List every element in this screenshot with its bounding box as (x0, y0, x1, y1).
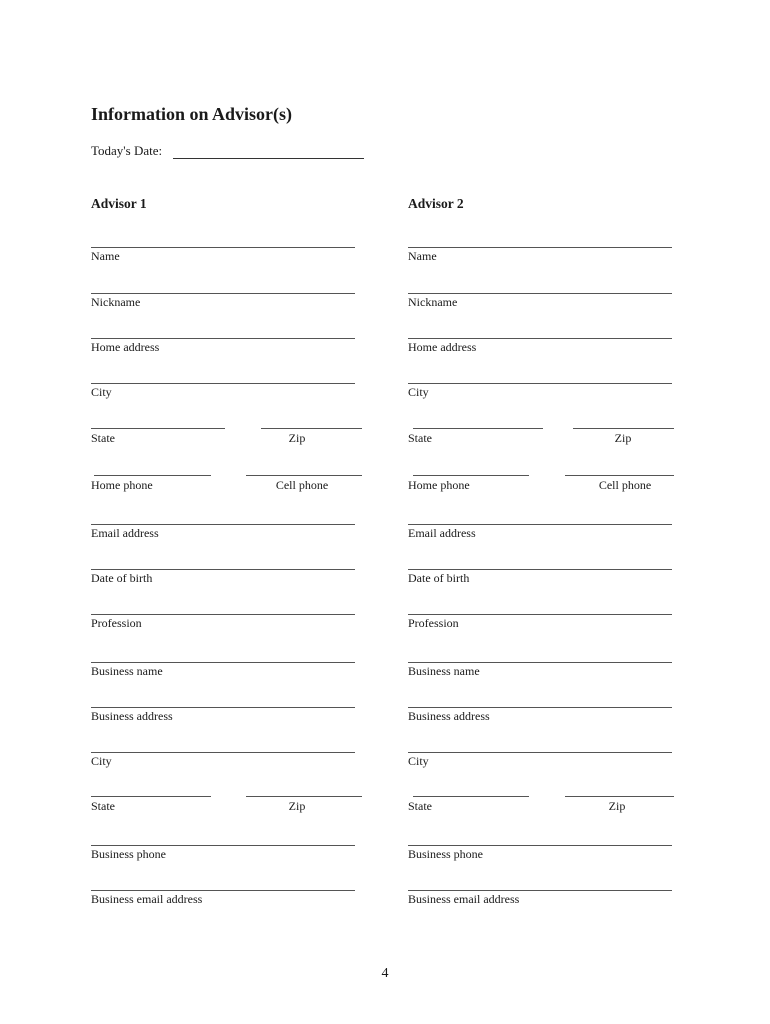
field-label: City (408, 754, 429, 768)
field-label: Cell phone (275, 478, 329, 492)
field-label: City (91, 754, 112, 768)
state-field[interactable] (91, 428, 225, 429)
field-label: Home address (408, 340, 477, 354)
city-field[interactable] (408, 383, 672, 384)
business-name-field[interactable] (91, 662, 355, 663)
nickname-field[interactable] (91, 293, 355, 294)
field-label: Profession (408, 616, 459, 630)
business-address-field[interactable] (91, 707, 355, 708)
field-label: Cell phone (598, 478, 652, 492)
date-of-birth-field[interactable] (408, 569, 672, 570)
business-phone-field[interactable] (408, 845, 672, 846)
state-field[interactable] (413, 796, 529, 797)
field-label: Home phone (408, 478, 470, 492)
email-address-field[interactable] (408, 524, 672, 525)
todays-date-field[interactable] (173, 158, 364, 159)
field-label: Business name (408, 664, 480, 678)
field-label: Email address (408, 526, 476, 540)
home-address-field[interactable] (408, 338, 672, 339)
field-label: State (408, 431, 432, 445)
field-label: Business address (91, 709, 173, 723)
field-label: Business name (91, 664, 163, 678)
field-label: Nickname (408, 295, 458, 309)
home-address-field[interactable] (91, 338, 355, 339)
zip-field[interactable] (565, 796, 674, 797)
city-field[interactable] (91, 383, 355, 384)
state-field[interactable] (413, 428, 543, 429)
city-field[interactable] (91, 752, 355, 753)
field-label: Profession (91, 616, 142, 630)
business-email-address-field[interactable] (91, 890, 355, 891)
page-title: Information on Advisor(s) (91, 104, 293, 124)
field-label: Zip (288, 799, 306, 813)
business-email-address-field[interactable] (408, 890, 672, 891)
field-label: Email address (91, 526, 159, 540)
field-label: Nickname (91, 295, 141, 309)
field-label: Business phone (91, 847, 166, 861)
field-label: Business phone (408, 847, 483, 861)
field-label: Zip (608, 799, 626, 813)
cell-phone-field[interactable] (565, 475, 674, 476)
field-label: City (91, 385, 112, 399)
todays-date-label: Today's Date: (91, 143, 163, 158)
profession-field[interactable] (408, 614, 672, 615)
advisor-1-heading: Advisor 1 (91, 196, 147, 211)
field-label: Business email address (408, 892, 520, 906)
field-label: Date of birth (91, 571, 153, 585)
field-label: State (91, 431, 115, 445)
zip-field[interactable] (573, 428, 674, 429)
field-label: Zip (288, 431, 306, 445)
business-phone-field[interactable] (91, 845, 355, 846)
field-label: Business email address (91, 892, 203, 906)
field-label: Home phone (91, 478, 153, 492)
nickname-field[interactable] (408, 293, 672, 294)
state-field[interactable] (91, 796, 211, 797)
field-label: State (408, 799, 432, 813)
field-label: Name (91, 249, 120, 263)
cell-phone-field[interactable] (246, 475, 362, 476)
home-phone-field[interactable] (413, 475, 529, 476)
field-label: City (408, 385, 429, 399)
email-address-field[interactable] (91, 524, 355, 525)
profession-field[interactable] (91, 614, 355, 615)
advisor-2-heading: Advisor 2 (408, 196, 464, 211)
zip-field[interactable] (246, 796, 362, 797)
zip-field[interactable] (261, 428, 362, 429)
city-field[interactable] (408, 752, 672, 753)
name-field[interactable] (91, 247, 355, 248)
business-name-field[interactable] (408, 662, 672, 663)
home-phone-field[interactable] (94, 475, 211, 476)
field-label: Name (408, 249, 437, 263)
field-label: Home address (91, 340, 160, 354)
field-label: State (91, 799, 115, 813)
name-field[interactable] (408, 247, 672, 248)
business-address-field[interactable] (408, 707, 672, 708)
field-label: Business address (408, 709, 490, 723)
date-of-birth-field[interactable] (91, 569, 355, 570)
field-label: Zip (614, 431, 632, 445)
field-label: Date of birth (408, 571, 470, 585)
page-number: 4 (381, 966, 389, 981)
